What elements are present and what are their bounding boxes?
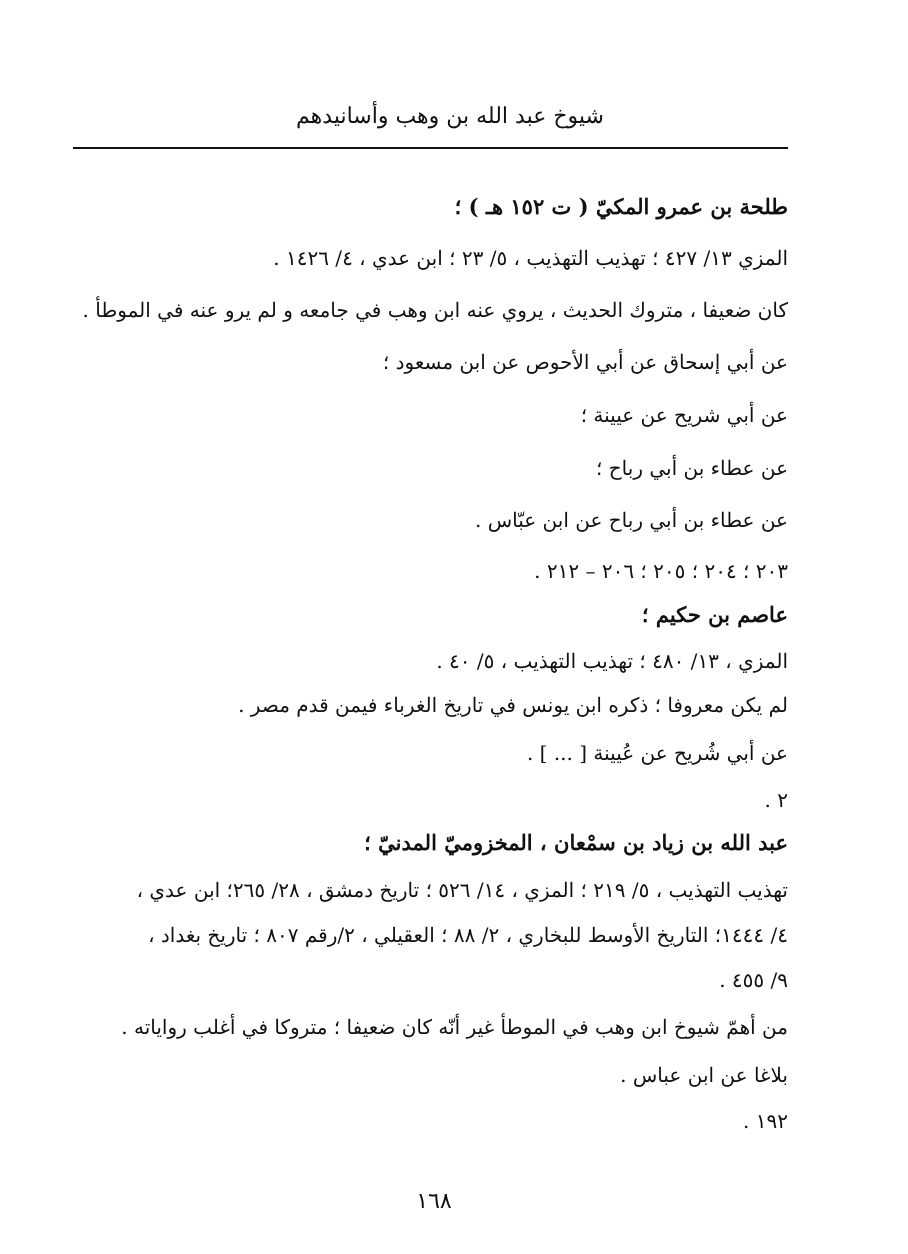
isnad-line: عن أبي شُريح عن عُيينة [ ... ] . (526, 741, 788, 765)
isnad-line: عن أبي شريح عن عيينة ؛ (580, 403, 788, 427)
entry-heading-talha: طلحة بن عمرو المكيّ ( ت ١٥٢ هـ ) ؛ (454, 194, 788, 219)
entry-heading-asim: عاصم بن حكيم ؛ (641, 602, 788, 627)
entry-references: ٩/ ٤٥٥ . (719, 968, 788, 992)
isnad-line: عن أبي إسحاق عن أبي الأحوص عن ابن مسعود ؛ (382, 350, 788, 374)
hadith-numbers: ٢٠٣ ؛ ٢٠٤ ؛ ٢٠٥ ؛ ٢٠٦ – ٢١٢ . (534, 559, 788, 583)
isnad-line: عن عطاء بن أبي رباح ؛ (596, 456, 788, 480)
hadith-numbers: ١٩٢ . (743, 1109, 788, 1133)
page-number: ١٦٨ (416, 1189, 452, 1214)
entry-references: المزي ١٣/ ٤٢٧ ؛ تهذيب التهذيب ، ٥/ ٢٣ ؛ ابن عدي ، ٤/ ١٤٢٦ . (273, 246, 788, 270)
running-head: شيوخ عبد الله بن وهب وأسانيدهم (296, 104, 604, 129)
entry-references: تهذيب التهذيب ، ٥/ ٢١٩ ؛ المزي ، ١٤/ ٥٢٦ ؛ تاريخ دمشق ، ٢٨/ ٢٦٥؛ ابن عدي ، (136, 878, 788, 902)
entry-description: من أهمّ شيوخ ابن وهب في الموطأ غير أنّه كان ضعيفا ؛ متروكا في أغلب رواياته . (121, 1015, 788, 1039)
isnad-line: عن عطاء بن أبي رباح عن ابن عبّاس . (474, 508, 788, 532)
entry-heading-abdullah: عبد الله بن زياد بن سمْعان ، المخزوميّ المدنيّ ؛ (364, 830, 788, 855)
isnad-line: بلاغا عن ابن عباس . (620, 1063, 788, 1087)
header-rule (73, 147, 788, 149)
entry-references: المزي ، ١٣/ ٤٨٠ ؛ تهذيب التهذيب ، ٥/ ٤٠ . (436, 649, 788, 673)
entry-description: كان ضعيفا ، متروك الحديث ، يروي عنه ابن وهب في جامعه و لم يرو عنه في الموطأ . (82, 298, 788, 322)
entry-references: ٤/ ١٤٤٤؛ التاريخ الأوسط للبخاري ، ٢/ ٨٨ ؛ العقيلي ، ٢/رقم ٨٠٧ ؛ تاريخ بغداد ، (148, 923, 788, 947)
entry-description: لم يكن معروفا ؛ ذكره ابن يونس في تاريخ الغرباء فيمن قدم مصر . (238, 693, 788, 717)
hadith-numbers: ٢ . (764, 788, 788, 812)
